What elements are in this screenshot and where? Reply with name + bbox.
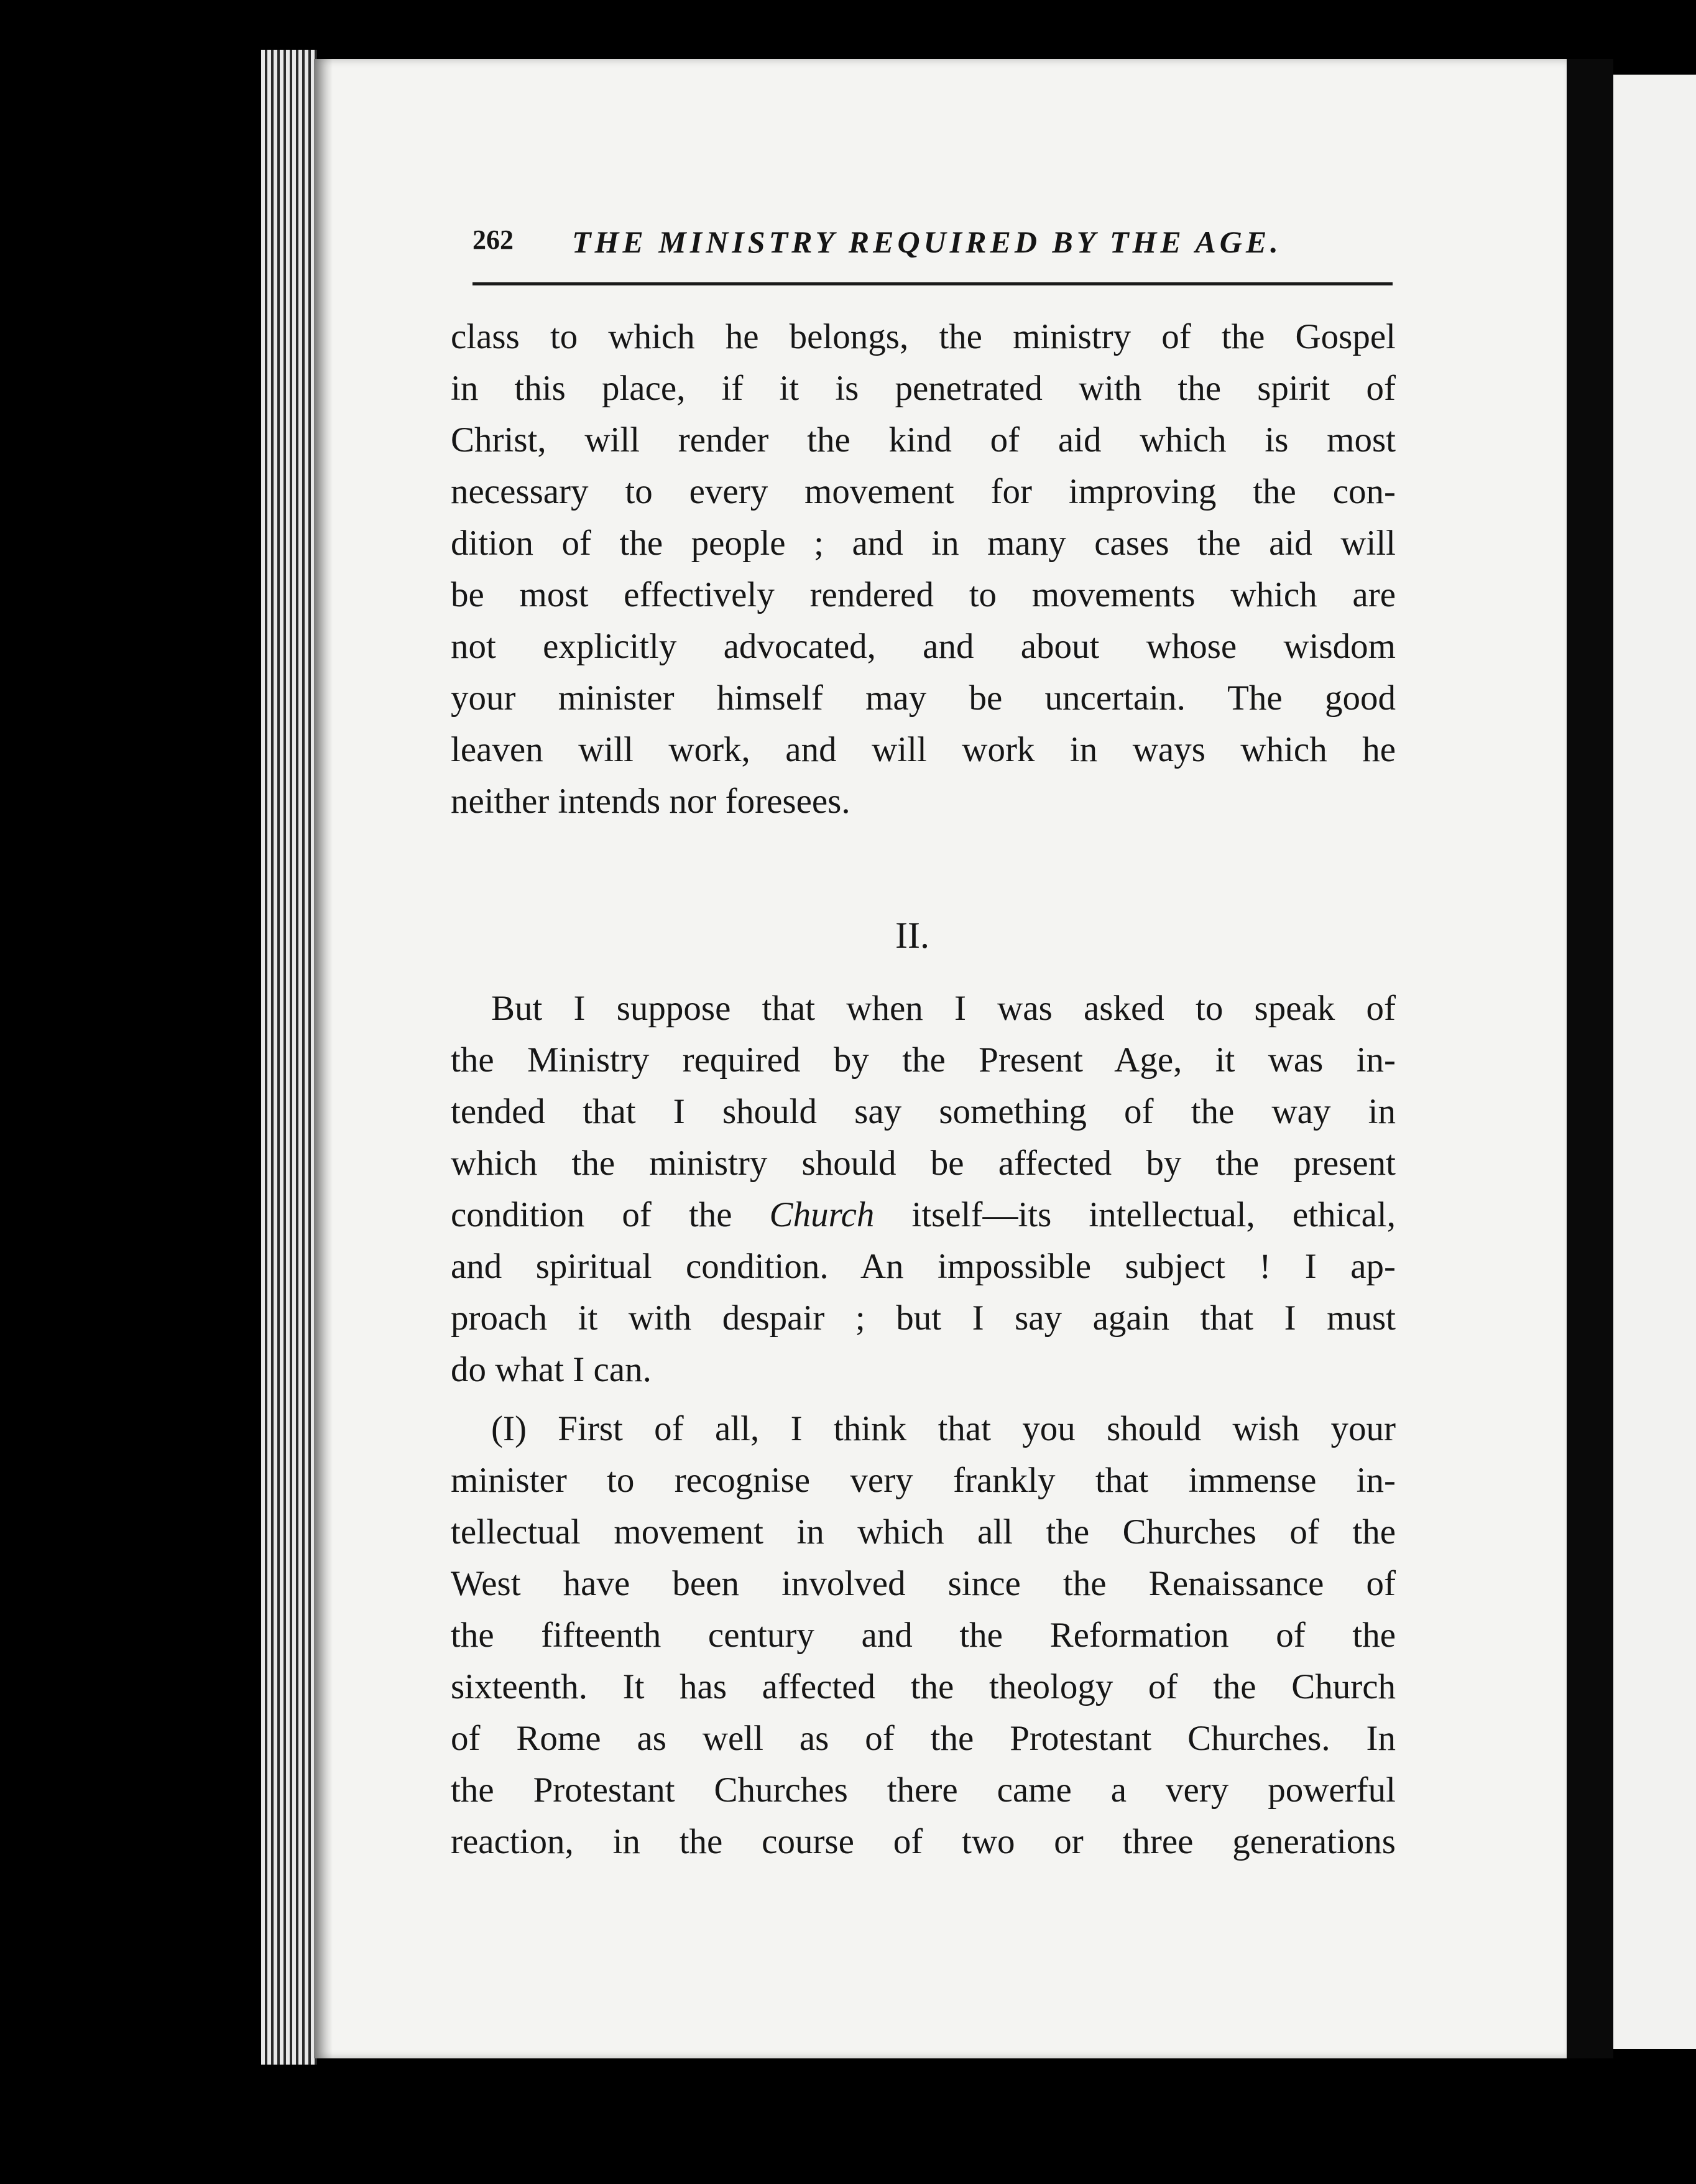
text-line: tellectual movement in which all the Churches of the xyxy=(451,1512,1396,1552)
text-line: reaction, in the course of two or three generations xyxy=(451,1822,1396,1861)
text-line: which the ministry should be affected by the present xyxy=(451,1144,1396,1183)
text-line: in this place, if it is penetrated with the spirit of xyxy=(451,369,1396,408)
text-line: your minister himself may be uncertain. The good xyxy=(451,678,1396,718)
text-line: tended that I should say something of the way in xyxy=(451,1092,1396,1131)
text-line: neither intends nor foresees. xyxy=(451,782,850,821)
text-line: Christ, will render the kind of aid which is most xyxy=(451,420,1396,460)
spine-shadow xyxy=(314,59,333,2058)
text-line: necessary to every movement for improving the con- xyxy=(451,472,1396,511)
text-line: the fifteenth century and the Reformation of the xyxy=(451,1616,1396,1655)
text-line: be most effectively rendered to movements which are xyxy=(451,575,1396,614)
paragraph-2 xyxy=(451,983,1396,1395)
text-line: condition of the Church itself—its intellectual, ethical, xyxy=(451,1195,1396,1234)
text-line: of Rome as well as of the Protestant Churches. In xyxy=(451,1719,1396,1758)
paragraph-3 xyxy=(451,1403,1396,1867)
emphasis: Church xyxy=(769,1195,875,1234)
text-line: the Protestant Churches there came a very powerful xyxy=(451,1770,1396,1810)
text-line: minister to recognise very frankly that immense in- xyxy=(451,1461,1396,1500)
text-line: dition of the people ; and in many cases the aid will xyxy=(451,524,1396,563)
text-line: But I suppose that when I was asked to speak of xyxy=(491,989,1396,1028)
text-line: class to which he belongs, the ministry of the Gospel xyxy=(451,317,1396,356)
section-heading: II. xyxy=(895,915,929,956)
page-number: 262 xyxy=(472,224,514,255)
book-page-edges xyxy=(261,50,317,2065)
text-line: (I) First of all, I think that you should wish your xyxy=(491,1409,1396,1448)
header-rule xyxy=(472,282,1393,285)
text-line: not explicitly advocated, and about whose wisdom xyxy=(451,627,1396,666)
text-line: leaven will work, and will work in ways which he xyxy=(451,730,1396,769)
page-header xyxy=(472,224,1393,267)
text-line: sixteenth. It has affected the theology of the Church xyxy=(451,1667,1396,1706)
text-line: proach it with despair ; but I say again that I must xyxy=(451,1298,1396,1338)
text-line: do what I can. xyxy=(451,1350,652,1389)
text-line: West have been involved since the Renaissance of xyxy=(451,1564,1396,1603)
running-head: THE MINISTRY REQUIRED BY THE AGE. xyxy=(572,224,1282,259)
gutter xyxy=(1567,59,1613,2058)
text-line: the Ministry required by the Present Age, it was in- xyxy=(451,1040,1396,1080)
facing-page-edge xyxy=(1613,75,1696,2049)
text-line: and spiritual condition. An impossible subject ! I ap- xyxy=(451,1247,1396,1286)
paragraph-1 xyxy=(451,311,1396,827)
